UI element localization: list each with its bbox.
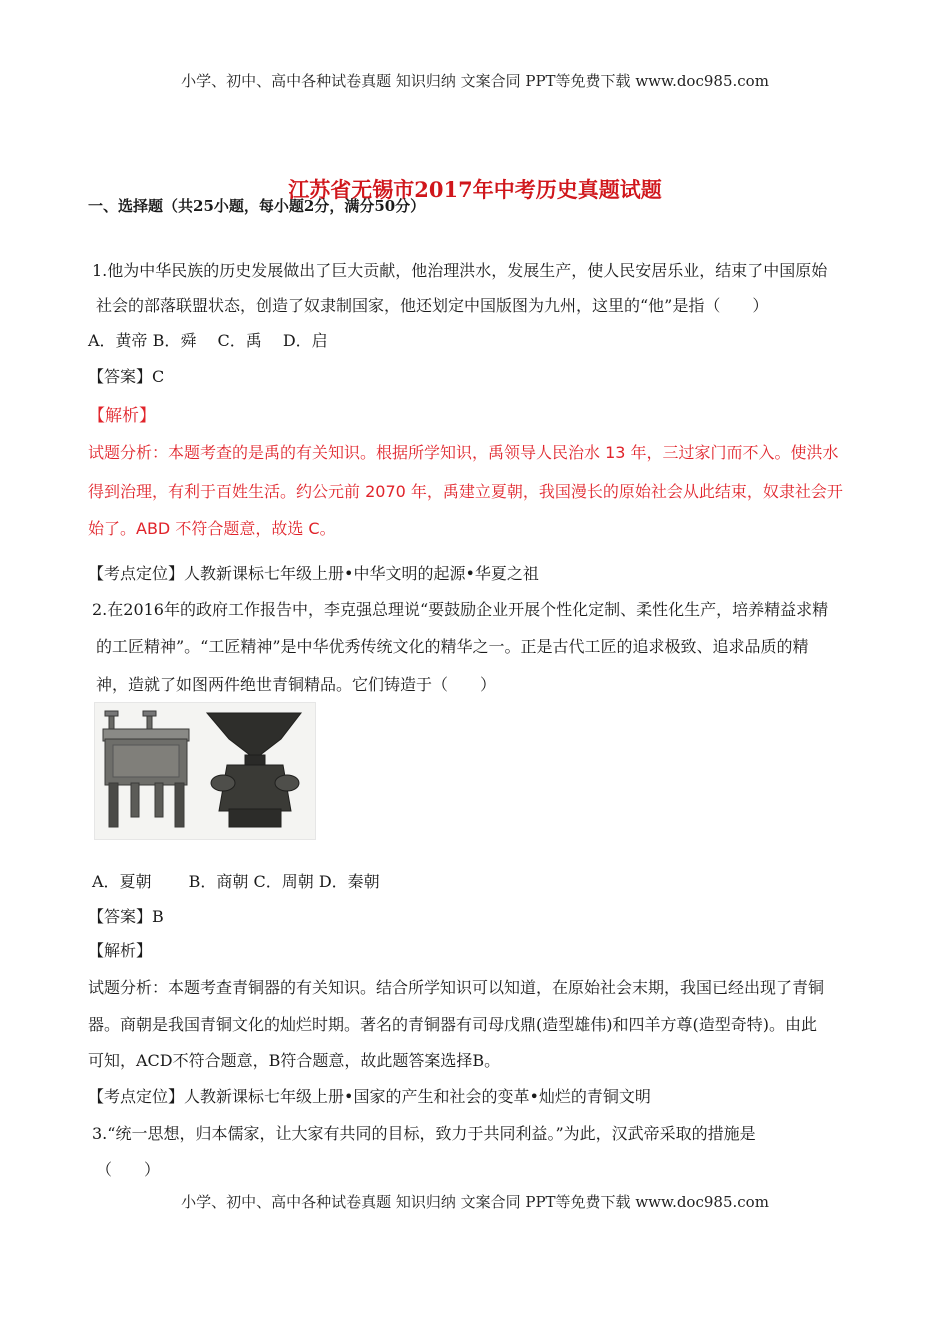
q3-stem-line2: （ ） bbox=[96, 1160, 161, 1179]
zun-vessel bbox=[207, 713, 301, 827]
q2-stem-line2: 的工匠精神”。“工匠精神”是中华优秀传统文化的精华之一。正是古代工匠的追求极致、追求品质的精 bbox=[96, 637, 809, 656]
page-title: 江苏省无锡市2017年中考历史真题试题 bbox=[288, 177, 662, 202]
bronze-vessels-image bbox=[94, 702, 316, 840]
q1-answer: 【答案】C bbox=[88, 367, 165, 386]
q1-stem-line2: 社会的部落联盟状态，创造了奴隶制国家，他还划定中国版图为九州，这里的“他”是指（ ） bbox=[96, 296, 769, 315]
q2-knowledge-point: 【考点定位】人教新课标七年级上册•国家的产生和社会的变革•灿烂的青铜文明 bbox=[88, 1087, 651, 1106]
section-heading: 一、选择题（共25小题，每小题2分，满分50分） bbox=[88, 197, 426, 215]
page-footer: 小学、初中、高中各种试卷真题 知识归纳 文案合同 PPT等免费下载 www.doc985.com bbox=[181, 1193, 769, 1211]
q1-analysis-label: 【解析】 bbox=[88, 406, 156, 426]
q1-knowledge-point: 【考点定位】人教新课标七年级上册•中华文明的起源•华夏之祖 bbox=[88, 564, 539, 583]
q1-stem-line1: 1.他为中华民族的历史发展做出了巨大贡献，他治理洪水，发展生产，使人民安居乐业，结束了中国原始 bbox=[92, 261, 828, 280]
q1-options: A．黄帝 B．舜 C．禹 D．启 bbox=[88, 331, 328, 350]
q2-stem-line3: 神，造就了如图两件绝世青铜精品。它们铸造于（ ） bbox=[96, 675, 497, 694]
page-header: 小学、初中、高中各种试卷真题 知识归纳 文案合同 PPT等免费下载 www.doc985.com bbox=[181, 72, 769, 90]
ding-vessel bbox=[103, 711, 189, 827]
q2-stem-line1: 2.在2016年的政府工作报告中，李克强总理说“要鼓励企业开展个性化定制、柔性化生产，培养精益求精 bbox=[92, 600, 829, 619]
q1-analysis-line3: 始了。ABD 不符合题意，故选 C。 bbox=[88, 519, 336, 538]
q2-analysis-line3: 可知，ACD不符合题意，B符合题意，故此题答案选择B。 bbox=[88, 1051, 501, 1070]
q2-analysis-line1: 试题分析：本题考查青铜器的有关知识。结合所学知识可以知道，在原始社会末期，我国已经出现了青铜 bbox=[88, 978, 825, 997]
q3-stem-line1: 3.“统一思想，归本儒家，让大家有共同的目标，致力于共同利益。”为此，汉武帝采取的措施是 bbox=[92, 1124, 756, 1143]
q2-options: A．夏朝 B．商朝 C．周朝 D．秦朝 bbox=[92, 872, 380, 891]
q2-analysis-line2: 器。商朝是我国青铜文化的灿烂时期。著名的青铜器有司母戊鼎(造型雄伟)和四羊方尊(造型奇特)。由此 bbox=[88, 1015, 817, 1034]
bronze-vessels-illustration bbox=[95, 703, 315, 839]
q2-analysis-label: 【解析】 bbox=[88, 941, 153, 960]
q2-answer: 【答案】B bbox=[88, 907, 164, 926]
q1-analysis-line2: 得到治理，有利于百姓生活。约公元前 2070 年，禹建立夏朝，我国漫长的原始社会从此结束，奴隶社会开 bbox=[88, 482, 843, 501]
q1-analysis-line1: 试题分析：本题考查的是禹的有关知识。根据所学知识，禹领导人民治水 13 年，三过家门而不入。使洪水 bbox=[88, 443, 839, 462]
